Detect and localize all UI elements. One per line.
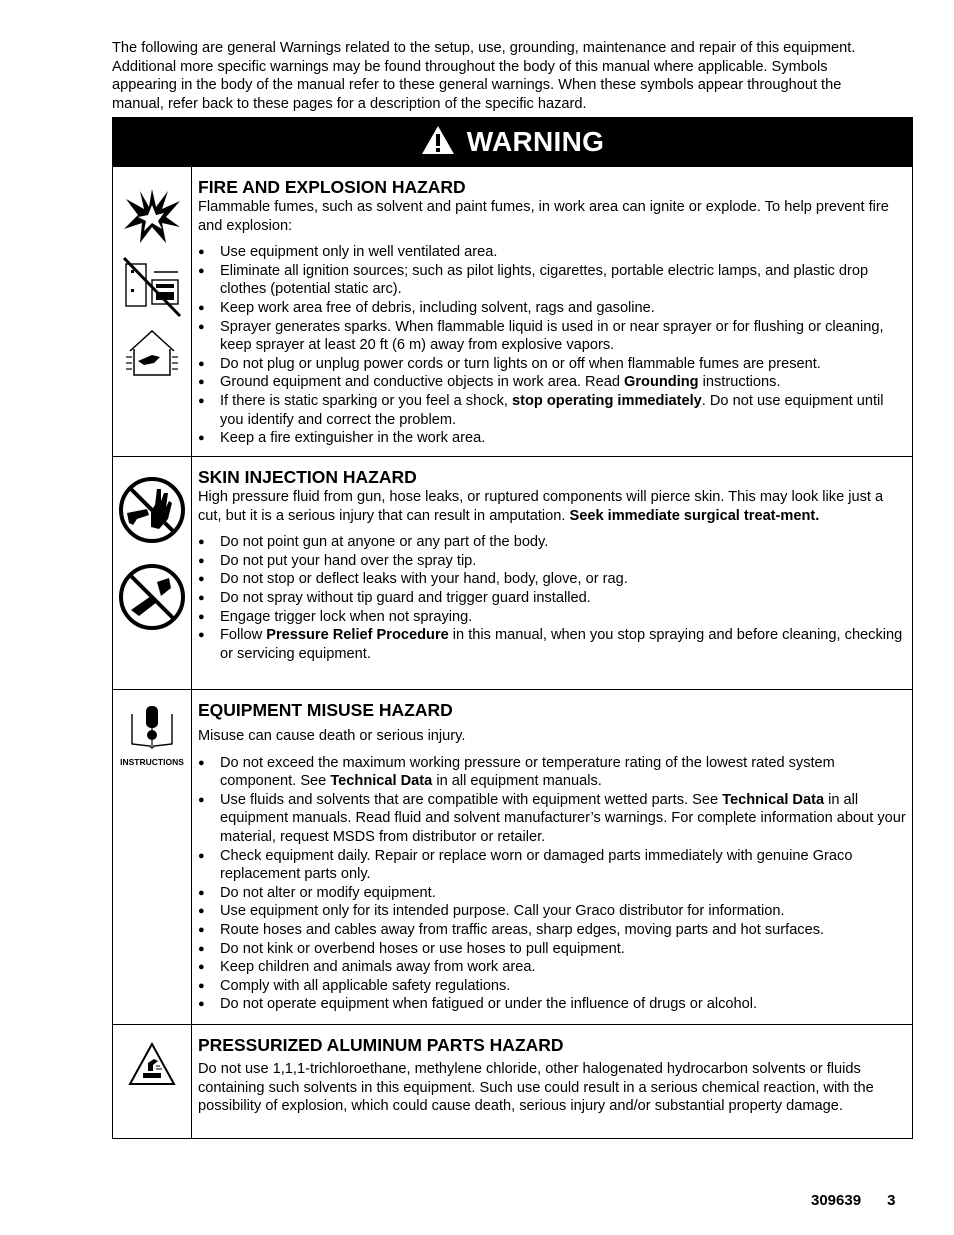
warning-header bbox=[113, 118, 912, 166]
equipment-misuse-section bbox=[113, 689, 912, 1024]
list-item: ● Keep a fire extinguisher in the work area. bbox=[198, 429, 906, 448]
section-description: Misuse can cause death or serious injury. bbox=[198, 728, 466, 744]
no-static-spark-icon bbox=[120, 254, 184, 323]
section-text bbox=[192, 690, 912, 1024]
list-item: ● Do not plug or unplug power cords or turn lights on or off when flammable fumes are present. bbox=[198, 355, 906, 374]
section-title: PRESSURIZED ALUMINUM PARTS HAZARD bbox=[198, 1035, 564, 1055]
chemical-reaction-icon bbox=[128, 1041, 176, 1092]
bullet-list bbox=[198, 754, 906, 1014]
fire-explosion-section bbox=[113, 166, 912, 456]
section-text bbox=[192, 457, 912, 689]
list-item: ● Use equipment only for its intended purpose. Call your Graco distributor for information. bbox=[198, 902, 906, 921]
skin-injection-section bbox=[113, 456, 912, 689]
list-item: ● Sprayer generates sparks. When flammable liquid is used in or near sprayer or for flushing or cleaning, keep sprayer at least 20 ft (6 m) away from explosive vapors. bbox=[198, 318, 906, 355]
bullet-list bbox=[198, 533, 906, 663]
list-item: ● Do not spray without tip guard and trigger guard installed. bbox=[198, 589, 906, 608]
no-injection-icon bbox=[117, 562, 187, 637]
section-title: SKIN INJECTION HAZARD bbox=[198, 467, 417, 487]
list-item: ● Route hoses and cables away from traffic areas, sharp edges, moving parts and hot surfaces. bbox=[198, 921, 906, 940]
section-text bbox=[192, 1025, 912, 1138]
list-item: ● Keep children and animals away from work area. bbox=[198, 958, 906, 977]
intro-line: appearing in the body of the manual refer to these general warnings. When these symbols appear throughout the bbox=[112, 77, 842, 94]
no-hand-over-gun-icon bbox=[117, 475, 187, 550]
icon-column bbox=[113, 167, 192, 456]
aluminum-parts-section bbox=[113, 1024, 912, 1138]
warning-triangle-icon bbox=[421, 125, 455, 160]
section-description: Do not use 1,1,1-trichloroethane, methylene chloride, other halogenated hydrocarbon solvents or fluids containing such solvents in this equipment. Such use could result in a serious chemical reaction, with the possibility of explosion, which could cause death, serious injury and/or substantial property damage. bbox=[198, 1061, 874, 1115]
warning-table bbox=[112, 117, 913, 1139]
intro-text bbox=[112, 39, 912, 113]
instructions-label: INSTRUCTIONS bbox=[120, 757, 184, 767]
icon-column bbox=[113, 1025, 192, 1138]
intro-line: The following are general Warnings related to the setup, use, grounding, maintenance and repair of this equipment. bbox=[112, 40, 856, 56]
intro-line: Additional more specific warnings may be found throughout the body of this manual where applicable. Symbols bbox=[112, 58, 828, 75]
read-instructions-icon bbox=[128, 704, 176, 755]
list-item: ● Do not kink or overbend hoses or use hoses to pull equipment. bbox=[198, 940, 906, 959]
page-footer bbox=[811, 1192, 895, 1209]
bullet-list bbox=[198, 243, 906, 448]
section-title: FIRE AND EXPLOSION HAZARD bbox=[198, 177, 466, 197]
list-item: ● Engage trigger lock when not spraying. bbox=[198, 608, 906, 627]
list-item: ● Do not put your hand over the spray tip. bbox=[198, 552, 906, 571]
explosion-icon bbox=[122, 187, 182, 250]
list-item: ● Do not alter or modify equipment. bbox=[198, 884, 906, 903]
document-number: 309639 bbox=[811, 1192, 862, 1209]
ventilated-area-icon bbox=[124, 327, 180, 386]
icon-column bbox=[113, 457, 192, 689]
list-item: ● Eliminate all ignition sources; such as pilot lights, cigarettes, portable electric lamps, and plastic drop clothes (potential static arc). bbox=[198, 262, 906, 299]
list-item: ● Do not exceed the maximum working pressure or temperature rating of the lowest rated system component. See Technical Data in all equipment manuals. bbox=[198, 754, 906, 791]
section-text bbox=[192, 167, 912, 456]
list-item: ● Do not point gun at anyone or any part of the body. bbox=[198, 533, 906, 552]
page-number: 3 bbox=[887, 1192, 896, 1209]
list-item: ● Keep work area free of debris, including solvent, rags and gasoline. bbox=[198, 299, 906, 318]
warning-title: WARNING bbox=[466, 126, 605, 157]
list-item: ● Do not stop or deflect leaks with your hand, body, glove, or rag. bbox=[198, 570, 906, 589]
list-item: ● If there is static sparking or you feel a shock, stop operating immediately. Do not use equipment until you identify and correct the problem. bbox=[198, 392, 906, 429]
list-item: ● Use equipment only in well ventilated area. bbox=[198, 243, 906, 262]
list-item: ● Follow Pressure Relief Procedure in this manual, when you stop spraying and before cleaning, checking or servicing equipment. bbox=[198, 626, 906, 663]
section-description: Flammable fumes, such as solvent and paint fumes, in work area can ignite or explode. To help prevent fire and explosion: bbox=[198, 199, 889, 234]
icon-column bbox=[113, 690, 192, 1024]
list-item: ● Check equipment daily. Repair or replace worn or damaged parts immediately with genuine Graco replacement parts only. bbox=[198, 847, 906, 884]
list-item: ● Do not operate equipment when fatigued or under the influence of drugs or alcohol. bbox=[198, 995, 906, 1014]
list-item: ● Ground equipment and conductive objects in work area. Read Grounding instructions. bbox=[198, 373, 906, 392]
intro-line: manual, refer back to these pages for a description of the specific hazard. bbox=[112, 95, 587, 112]
section-title: EQUIPMENT MISUSE HAZARD bbox=[198, 700, 453, 720]
list-item: ● Comply with all applicable safety regulations. bbox=[198, 977, 906, 996]
section-description: High pressure fluid from gun, hose leaks, or ruptured components will pierce skin. This may look like just a cut, but it is a serious injury that can result in amputation. Seek immediate surgical treat-ment. bbox=[198, 489, 884, 524]
list-item: ● Use fluids and solvents that are compatible with equipment wetted parts. See Technical Data in all equipment manuals. Read fluid and solvent manufacturer’s warnings. For complete information about your material, request MSDS from distributor or retailer. bbox=[198, 791, 906, 847]
